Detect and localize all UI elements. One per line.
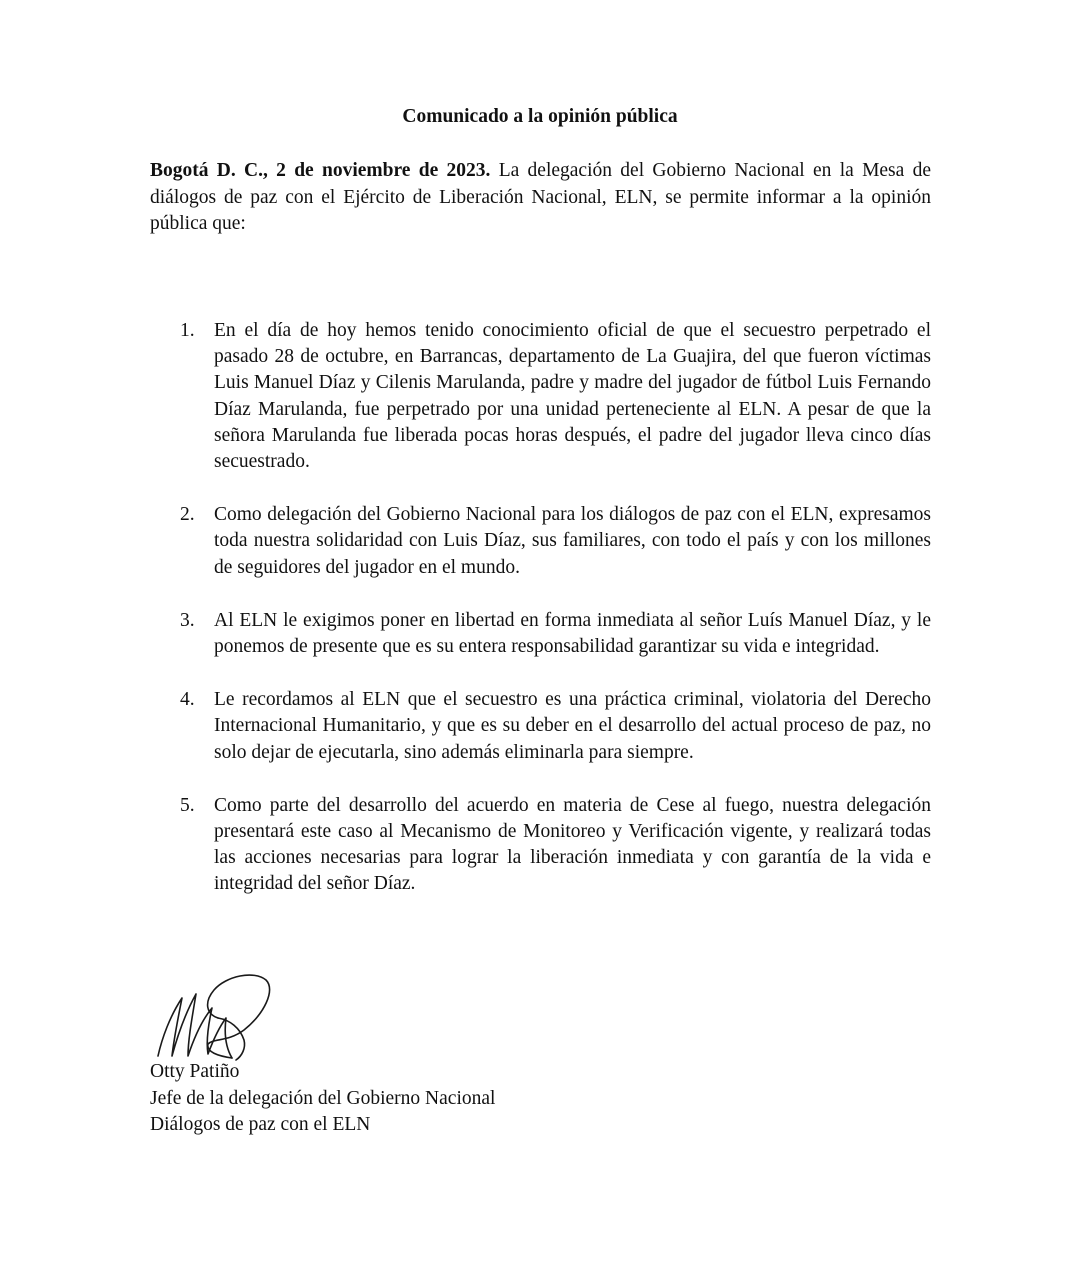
signer-name: Otty Patiño — [150, 1061, 240, 1082]
list-item — [150, 502, 931, 581]
signer-role: Jefe de la delegación del Gobierno Nacional — [150, 1087, 496, 1109]
handwritten-signature-icon — [148, 968, 288, 1068]
item-number: 4. — [180, 689, 195, 711]
item-text: Al ELN le exigimos poner en libertad en forma inmediata al señor Luís Manuel Díaz, y le ponemos de presente que es su entera responsabilidad garantizar su vida e integridad. — [214, 609, 931, 658]
signature-block — [150, 1059, 495, 1139]
item-text: Como delegación del Gobierno Nacional para los diálogos de paz con el ELN, expresamos toda nuestra solidaridad con Luis Díaz, sus familiares, con todo el país y con los millones de seguidores del jugador en el mundo. — [214, 504, 931, 578]
item-number: 1. — [180, 320, 195, 341]
intro-text: La delegación del Gobierno Nacional en la Mesa de diálogos de paz con el Ejército de Liberación Nacional, ELN, se permite informar a la opinión pública que: — [150, 160, 931, 234]
item-number: 3. — [180, 609, 195, 631]
document-title: Comunicado a la opinión pública — [402, 106, 678, 127]
item-text: Le recordamos al ELN que el secuestro es una práctica criminal, violatoria del Derecho Internacional Humanitario, y que es su deber en el desarrollo del actual proceso de paz, no solo dejar de ejecutarla, sino además eliminarla para siempre. — [214, 689, 931, 763]
signature-stroke — [158, 994, 232, 1058]
intro-paragraph — [150, 158, 931, 238]
item-text: Como parte del desarrollo del acuerdo en materia de Cese al fuego, nuestra delegación presentará este caso al Mecanismo de Monitoreo y Verificación vigente, y realizará todas las acciones necesarias para lograr la liberación inmediata y con garantía de la vida e integridad del señor Díaz. — [214, 794, 931, 895]
item-text: En el día de hoy hemos tenido conocimiento oficial de que el secuestro perpetrado el pasado 28 de octubre, en Barrancas, departamento de La Guajira, del que fueron víctimas Luis Manuel Díaz y Cilenis Marulanda, padre y madre del jugador de fútbol Luis Fernando Díaz Marulanda, fue perpetrado por una unidad perteneciente al ELN. A pesar de que la señora Marulanda fue liberada pocas horas después, el padre del jugador lleva cinco días secuestrado. — [214, 320, 931, 473]
item-number: 5. — [180, 794, 195, 816]
signer-body: Diálogos de paz con el ELN — [150, 1114, 371, 1135]
signature-loop — [208, 975, 270, 1058]
list-item — [150, 793, 931, 898]
list-item — [150, 687, 931, 766]
list-item — [150, 608, 931, 660]
statement-list — [150, 318, 931, 925]
item-number: 2. — [180, 504, 195, 526]
list-item — [150, 318, 931, 475]
intro-dateline: Bogotá D. C., 2 de noviembre de 2023. — [150, 160, 491, 181]
